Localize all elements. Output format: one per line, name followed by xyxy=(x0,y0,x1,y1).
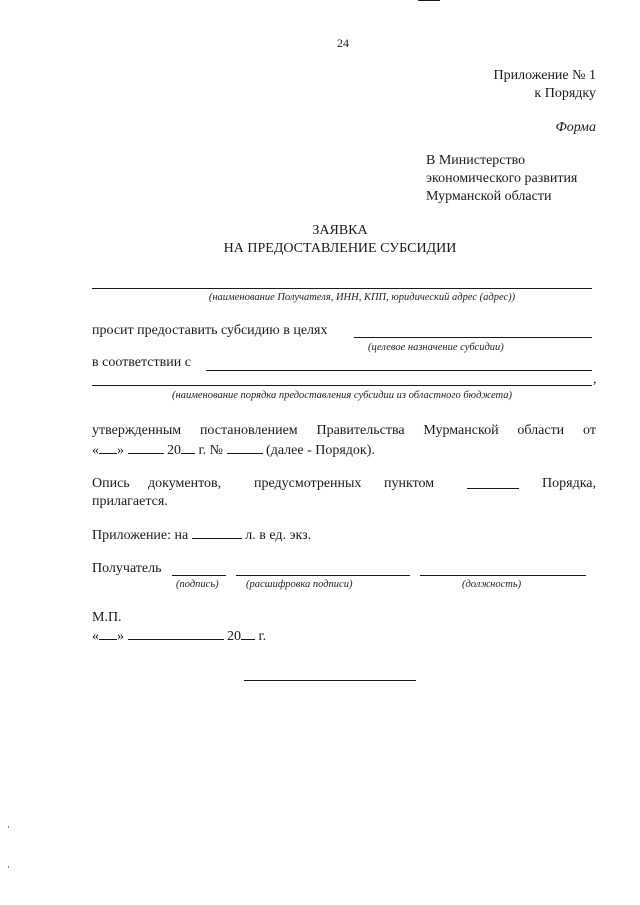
purpose-caption: (целевое назначение субсидии) xyxy=(368,342,504,353)
inventory-word: Опись xyxy=(92,476,130,491)
day-blank[interactable] xyxy=(99,441,117,454)
scan-dot xyxy=(8,866,9,868)
caption-position: (должность) xyxy=(462,579,522,590)
accordance-comma: , xyxy=(593,372,597,387)
month-blank[interactable] xyxy=(128,441,164,454)
closing-rule xyxy=(244,680,416,681)
page-number: 24 xyxy=(337,36,349,50)
purpose-label: просит предоставить субсидию в целях xyxy=(92,323,328,338)
approved-line-2 xyxy=(92,441,375,459)
attachment-line xyxy=(92,526,311,544)
caption-signature: (подпись) xyxy=(176,579,219,590)
attachment-prefix: Приложение: на xyxy=(92,528,189,543)
inventory-word: пунктом xyxy=(384,476,435,491)
year-prefix: 20 xyxy=(227,629,241,644)
approved-tail: (далее - Порядок). xyxy=(266,443,375,458)
stamp-date-line xyxy=(92,627,266,645)
document-title xyxy=(160,222,520,258)
accordance-underline-1[interactable] xyxy=(206,370,592,371)
year-blank[interactable] xyxy=(241,627,255,640)
decoding-underline[interactable] xyxy=(236,575,410,576)
top-scan-mark xyxy=(418,0,440,1)
approved-word: области xyxy=(517,423,565,438)
addressee-line-1: В Министерство xyxy=(426,153,526,168)
year-suffix: г. xyxy=(258,629,267,644)
approved-word: утвержденным xyxy=(92,423,182,438)
approved-word: Правительства xyxy=(316,423,405,438)
year-prefix: 20 xyxy=(167,443,181,458)
inventory-word: документов, xyxy=(148,476,222,491)
purpose-underline[interactable] xyxy=(354,337,592,338)
attachment-suffix: л. в ед. экз. xyxy=(245,528,312,543)
approved-word: от xyxy=(583,423,596,438)
clause-blank[interactable] xyxy=(467,476,519,489)
addressee-block xyxy=(426,152,577,206)
number-blank[interactable] xyxy=(227,441,263,454)
inventory-line-2: прилагается. xyxy=(92,494,168,509)
appendix-line-1: Приложение № 1 xyxy=(493,68,596,83)
open-quote: « xyxy=(92,443,99,458)
accordance-label: в соответствии с xyxy=(92,355,191,370)
approved-word: постановлением xyxy=(199,423,298,438)
addressee-line-3: Мурманской области xyxy=(426,189,552,204)
signature-underline[interactable] xyxy=(172,575,226,576)
title-line-1: ЗАЯВКА xyxy=(312,223,368,238)
addressee-line-2: экономического развития xyxy=(426,171,578,186)
accordance-caption: (наименование порядка предоставления субсидии из областного бюджета) xyxy=(171,390,512,401)
caption-decoding: (расшифровка подписи) xyxy=(246,579,353,590)
title-line-2: НА ПРЕДОСТАВЛЕНИЕ СУБСИДИИ xyxy=(223,241,457,256)
sheets-blank[interactable] xyxy=(192,526,242,539)
close-quote: » xyxy=(117,629,124,644)
position-underline[interactable] xyxy=(420,575,586,576)
approved-line-1 xyxy=(92,423,596,439)
recipient-underline[interactable] xyxy=(92,288,592,289)
recipient-label: Получатель xyxy=(92,561,162,576)
day-blank[interactable] xyxy=(99,627,117,640)
recipient-caption: (наименование Получателя, ИНН, КПП, юридический адрес (адрес)) xyxy=(208,292,516,303)
number-label: г. № xyxy=(198,443,224,458)
inventory-after: Порядка, xyxy=(542,476,596,491)
open-quote: « xyxy=(92,629,99,644)
approved-word: Мурманской xyxy=(423,423,499,438)
form-label: Форма xyxy=(555,120,596,135)
year-blank[interactable] xyxy=(181,441,195,454)
stamp-label: М.П. xyxy=(92,610,122,625)
month-blank[interactable] xyxy=(128,627,224,640)
appendix-line-2: к Порядку xyxy=(534,86,596,101)
close-quote: » xyxy=(117,443,124,458)
scan-dot xyxy=(8,826,9,828)
accordance-underline-2[interactable] xyxy=(92,385,592,386)
appendix-header xyxy=(494,68,597,102)
inventory-word: предусмотренных xyxy=(254,476,362,491)
